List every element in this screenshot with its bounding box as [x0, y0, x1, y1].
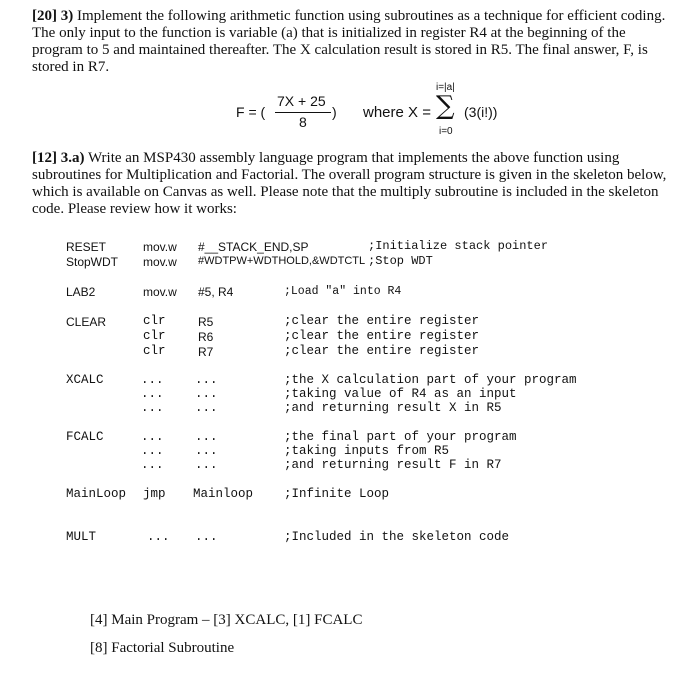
code-comment-clr-r5: ;clear the entire register	[284, 314, 480, 328]
code-op-mainloop: jmp	[143, 487, 166, 501]
xcalc-dots-op-3: ...	[141, 401, 164, 415]
xcalc-dots-op-2: ...	[141, 387, 164, 401]
sigma-symbol: ∑	[436, 91, 455, 121]
code-comment-clr-r7: ;clear the entire register	[284, 344, 480, 358]
intro-marks: [20] 3)	[32, 8, 74, 24]
code-args-stopwdt: #WDTPW+WDTHOLD,&WDTCTL	[198, 255, 366, 267]
fcalc-dots-op-3: ...	[141, 458, 164, 472]
formula-lhs: F = (	[236, 104, 266, 120]
intro-text: Implement the following arithmetic function using subroutines as a technique for efficient coding. The only input to the function is variable (a) that is initialized in register R4 at the beginning of the program to 5 and maintained thereafter. The X calculation result is stored in R5. The final answer, F, is stored in R7.	[32, 8, 666, 75]
code-args-clr-r5: R5	[198, 315, 214, 329]
code-args-reset: #__STACK_END,SP	[198, 240, 309, 254]
q3a-text: Write an MSP430 assembly language program that implements the above function using subroutines for Multiplication and Factorial. The overall program structure is given in the skeleton below, which is available on Canvas as well. Please note that the multiply subroutine is included in the skeleton code. Please review how it works:	[32, 150, 667, 217]
fcalc-dots-op-2: ...	[141, 444, 164, 458]
formula-where: where X =	[363, 104, 431, 121]
code-op-clr-r5: clr	[143, 314, 166, 328]
formula-numerator: 7X + 25	[277, 93, 326, 109]
xcalc-dots-args-1: ...	[195, 373, 218, 387]
question-3-intro	[32, 8, 677, 76]
fcalc-dots-args-2: ...	[195, 444, 218, 458]
fcalc-comment-2: ;taking inputs from R5	[284, 444, 450, 458]
code-args-lab2: #5, R4	[198, 285, 234, 299]
fcalc-comment-3: ;and returning result F in R7	[284, 458, 502, 472]
grading-line-1: [4] Main Program – [3] XCALC, [1] FCALC	[90, 612, 363, 628]
fcalc-comment-1: ;the final part of your program	[284, 430, 517, 444]
code-comment-mult: ;Included in the skeleton code	[284, 530, 510, 544]
sum-body: (3(i!))	[464, 104, 498, 120]
code-label-reset: RESET	[66, 240, 107, 254]
code-comment-clr-r6: ;clear the entire register	[284, 329, 480, 343]
formula-close: )	[332, 104, 337, 120]
code-args-clr-r6: R6	[198, 330, 214, 344]
code-args-mainloop: Mainloop	[193, 487, 254, 501]
xcalc-dots-args-2: ...	[195, 387, 218, 401]
grading-line-2: [8] Factorial Subroutine	[90, 640, 235, 656]
xcalc-comment-1: ;the X calculation part of your program	[284, 373, 577, 387]
code-label-stopwdt: StopWDT	[66, 255, 119, 269]
fcalc-dots-args-3: ...	[195, 458, 218, 472]
code-op-lab2: mov.w	[143, 285, 177, 299]
code-op-clr-r6: clr	[143, 329, 166, 343]
fraction-bar	[275, 112, 331, 113]
sum-upper-limit: i=|a|	[436, 82, 455, 93]
xcalc-dots-args-3: ...	[195, 401, 218, 415]
code-comment-stopwdt: ;Stop WDT	[368, 254, 433, 268]
xcalc-dots-op-1: ...	[141, 373, 164, 387]
mult-dots-args: ...	[195, 530, 218, 544]
code-op-reset: mov.w	[143, 240, 177, 254]
code-label-mainloop: MainLoop	[66, 487, 127, 501]
code-comment-lab2: ;Load "a" into R4	[284, 285, 402, 298]
sum-lower-limit: i=0	[439, 126, 453, 137]
q3a-marks: [12] 3.a)	[32, 150, 85, 166]
code-comment-mainloop: ;Infinite Loop	[284, 487, 390, 501]
code-op-clr-r7: clr	[143, 344, 166, 358]
xcalc-comment-2: ;taking value of R4 as an input	[284, 387, 517, 401]
code-label-lab2: LAB2	[66, 285, 96, 299]
code-label-mult: MULT	[66, 530, 97, 544]
code-comment-reset: ;Initialize stack pointer	[368, 239, 549, 253]
code-op-stopwdt: mov.w	[143, 255, 177, 269]
question-3a	[32, 150, 672, 218]
code-label-xcalc: XCALC	[66, 373, 104, 387]
xcalc-comment-3: ;and returning result X in R5	[284, 401, 502, 415]
fcalc-dots-op-1: ...	[141, 430, 164, 444]
code-label-fcalc: FCALC	[66, 430, 104, 444]
code-label-clear: CLEAR	[66, 315, 107, 329]
fcalc-dots-args-1: ...	[195, 430, 218, 444]
mult-dots-op: ...	[147, 530, 170, 544]
formula-denominator: 8	[299, 114, 307, 130]
code-args-clr-r7: R7	[198, 345, 214, 359]
